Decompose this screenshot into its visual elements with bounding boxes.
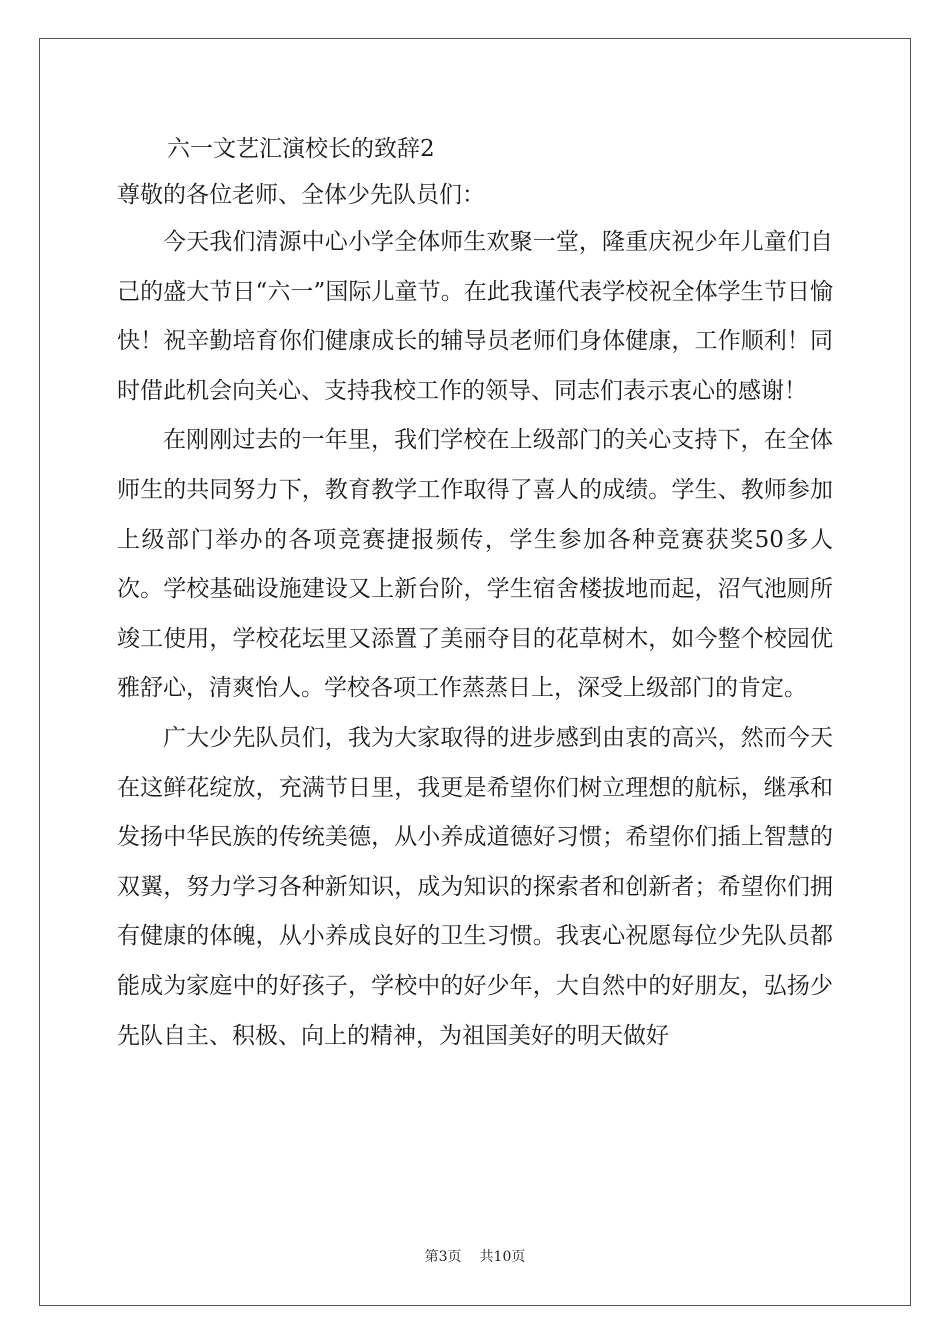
page-footer xyxy=(0,1246,950,1266)
total-pages: 共10页 xyxy=(479,1249,526,1265)
paragraph-3: 广大少先队员们，我为大家取得的进步感到由衷的高兴，然而今天在这鲜花绽放，充满节日里，我更是希望你们树立理想的航标，继承和发扬中华民族的传统美德，从小养成道德好习惯；希望你们插上智慧的双翼，努力学习各种新知识，成为知识的探索者和创新者；希望你们拥有健康的体魄，从小养成良好的卫生习惯。我衷心祝愿每位少先队员都能成为家庭中的好孩子，学校中的好少年，大自然中的好朋友，弘扬少先队自主、积极、向上的精神，为祖国美好的明天做好 xyxy=(117,724,833,1049)
document-body xyxy=(117,126,833,1061)
salutation: 尊敬的各位老师、全体少先队员们： xyxy=(117,182,485,208)
paragraph-1: 今天我们清源中心小学全体师生欢聚一堂，隆重庆祝少年儿童们自己的盛大节日“六一”国际儿童节。在此我谨代表学校祝全体学生节日愉快！祝辛勤培育你们健康成长的辅导员老师们身体健康，工作顺利！同时借此机会向关心、支持我校工作的领导、同志们表示衷心的感谢！ xyxy=(117,229,833,404)
paragraph-2: 在刚刚过去的一年里，我们学校在上级部门的关心支持下，在全体师生的共同努力下，教育教学工作取得了喜人的成绩。学生、教师参加上级部门举办的各项竞赛捷报频传，学生参加各种竞赛获奖50多人次。学校基础设施建设又上新台阶，学生宿舍楼拔地而起，沼气池厕所竣工使用，学校花坛里又添置了美丽夺目的花草树木，如今整个校园优雅舒心，清爽怡人。学校各项工作蒸蒸日上，深受上级部门的肯定。 xyxy=(117,427,833,702)
document-title: 六一文艺汇演校长的致辞2 xyxy=(167,136,435,162)
page-number: 第3页 xyxy=(424,1249,462,1265)
